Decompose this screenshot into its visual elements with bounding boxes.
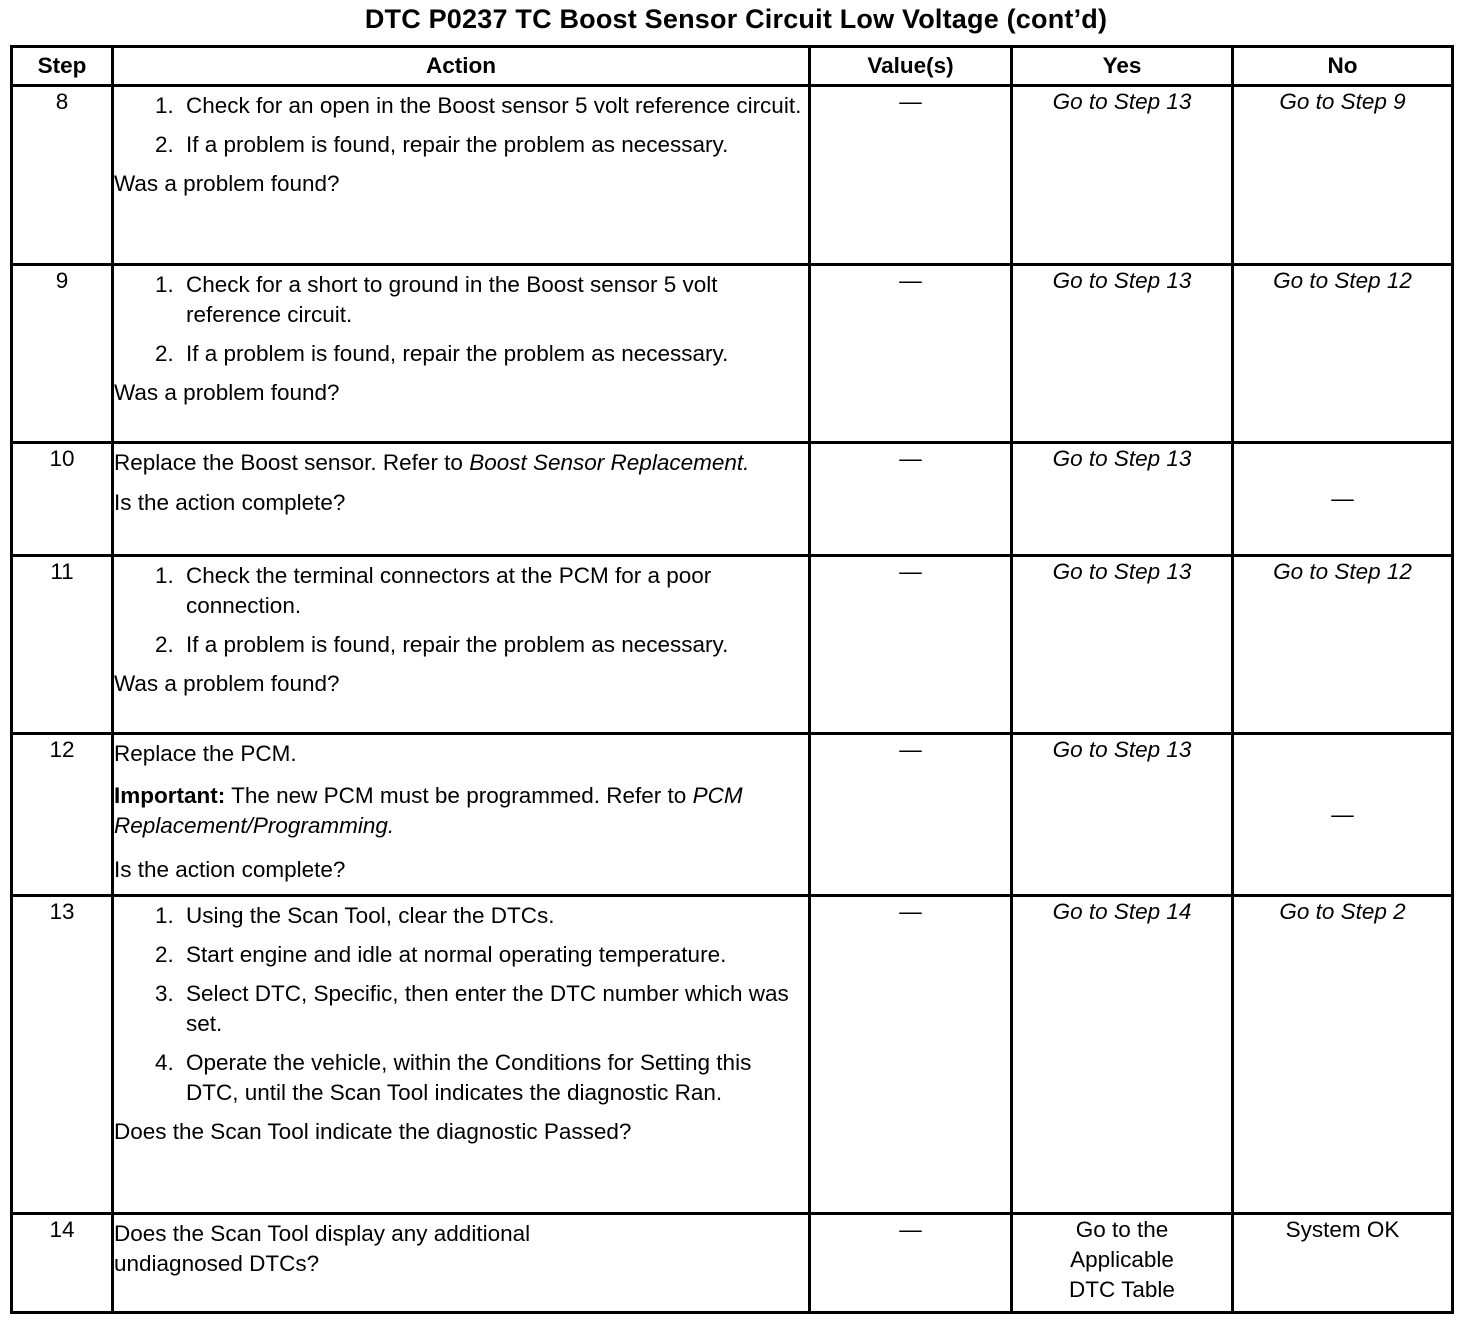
value-cell: — bbox=[810, 556, 1012, 734]
action-question: Does the Scan Tool indicate the diagnostic Passed? bbox=[114, 1119, 632, 1144]
table-row bbox=[12, 734, 1453, 896]
table-row bbox=[12, 443, 1453, 556]
step-number: 8 bbox=[12, 86, 113, 265]
list-item: 3. Select DTC, Specific, then enter the DTC number which was set. bbox=[180, 979, 808, 1039]
header-action: Action bbox=[113, 47, 810, 86]
no-cell: Go to Step 2 bbox=[1233, 896, 1453, 1214]
action-list bbox=[114, 270, 808, 369]
list-item: 1. Check for an open in the Boost sensor 5 volt reference circuit. bbox=[180, 91, 808, 121]
step-number: 9 bbox=[12, 265, 113, 443]
action-instruction: Replace the PCM. bbox=[114, 741, 297, 766]
action-question: Does the Scan Tool display any additional undiagnosed DTCs? bbox=[114, 1221, 531, 1276]
important-text: The new PCM must be programmed. Refer to bbox=[231, 783, 687, 808]
value-cell: — bbox=[810, 1214, 1012, 1313]
reference-link[interactable]: Boost Sensor Replacement. bbox=[469, 450, 750, 475]
action-cell bbox=[113, 1214, 810, 1313]
yes-cell: Go to Step 13 bbox=[1012, 443, 1233, 556]
no-cell: Go to Step 12 bbox=[1233, 265, 1453, 443]
action-text bbox=[114, 448, 808, 478]
header-values: Value(s) bbox=[810, 47, 1012, 86]
list-item: 2. If a problem is found, repair the problem as necessary. bbox=[180, 339, 808, 369]
header-step: Step bbox=[12, 47, 113, 86]
table-row bbox=[12, 1214, 1453, 1313]
action-instruction: Replace the Boost sensor. Refer to bbox=[114, 450, 463, 475]
list-item: 1. Check the terminal connectors at the PCM for a poor connection. bbox=[180, 561, 808, 621]
action-cell bbox=[113, 556, 810, 734]
value-cell: — bbox=[810, 86, 1012, 265]
action-question: Was a problem found? bbox=[114, 671, 340, 696]
action-question: Was a problem found? bbox=[114, 380, 340, 405]
important-label: Important: bbox=[114, 783, 226, 808]
yes-cell: Go to Step 13 bbox=[1012, 556, 1233, 734]
action-question: Is the action complete? bbox=[114, 857, 346, 882]
action-cell bbox=[113, 443, 810, 556]
action-cell bbox=[113, 734, 810, 896]
step-number: 11 bbox=[12, 556, 113, 734]
yes-cell: Go to Step 13 bbox=[1012, 265, 1233, 443]
no-cell: System OK bbox=[1233, 1214, 1453, 1313]
list-item: 2. If a problem is found, repair the problem as necessary. bbox=[180, 630, 808, 660]
action-list bbox=[114, 91, 808, 160]
table-row bbox=[12, 556, 1453, 734]
page-title: DTC P0237 TC Boost Sensor Circuit Low Voltage (cont’d) bbox=[364, 4, 1108, 34]
value-cell: — bbox=[810, 734, 1012, 896]
no-cell: Go to Step 12 bbox=[1233, 556, 1453, 734]
yes-cell: Go to Step 13 bbox=[1012, 86, 1233, 265]
table-row bbox=[12, 265, 1453, 443]
yes-cell: Go to Step 14 bbox=[1012, 896, 1233, 1214]
step-number: 12 bbox=[12, 734, 113, 896]
no-cell: — bbox=[1233, 734, 1453, 896]
action-list bbox=[114, 901, 808, 1108]
action-cell bbox=[113, 265, 810, 443]
list-item: 1. Check for a short to ground in the Boost sensor 5 volt reference circuit. bbox=[180, 270, 808, 330]
header-no: No bbox=[1233, 47, 1453, 86]
value-cell: — bbox=[810, 896, 1012, 1214]
no-cell: — bbox=[1233, 443, 1453, 556]
yes-cell: Go to the Applicable DTC Table bbox=[1012, 1214, 1233, 1313]
action-cell bbox=[113, 86, 810, 265]
important-note bbox=[114, 781, 808, 841]
value-cell: — bbox=[810, 443, 1012, 556]
header-row bbox=[12, 47, 1453, 86]
list-item: 4. Operate the vehicle, within the Conditions for Setting this DTC, until the Scan Tool indicates the diagnostic Ran. bbox=[180, 1048, 808, 1108]
header-yes: Yes bbox=[1012, 47, 1233, 86]
list-item: 2. Start engine and idle at normal operating temperature. bbox=[180, 940, 808, 970]
diagnostic-table bbox=[10, 45, 1454, 1314]
action-question: Is the action complete? bbox=[114, 490, 346, 515]
list-item: 2. If a problem is found, repair the problem as necessary. bbox=[180, 130, 808, 160]
list-item: 1. Using the Scan Tool, clear the DTCs. bbox=[180, 901, 808, 931]
step-number: 13 bbox=[12, 896, 113, 1214]
table-row bbox=[12, 896, 1453, 1214]
no-cell: Go to Step 9 bbox=[1233, 86, 1453, 265]
value-cell: — bbox=[810, 265, 1012, 443]
action-cell bbox=[113, 896, 810, 1214]
action-list bbox=[114, 561, 808, 660]
table-row bbox=[12, 86, 1453, 265]
reference-link[interactable]: PCM Replacement/Programming. bbox=[114, 783, 743, 838]
yes-cell: Go to Step 13 bbox=[1012, 734, 1233, 896]
step-number: 10 bbox=[12, 443, 113, 556]
step-number: 14 bbox=[12, 1214, 113, 1313]
action-question: Was a problem found? bbox=[114, 171, 340, 196]
